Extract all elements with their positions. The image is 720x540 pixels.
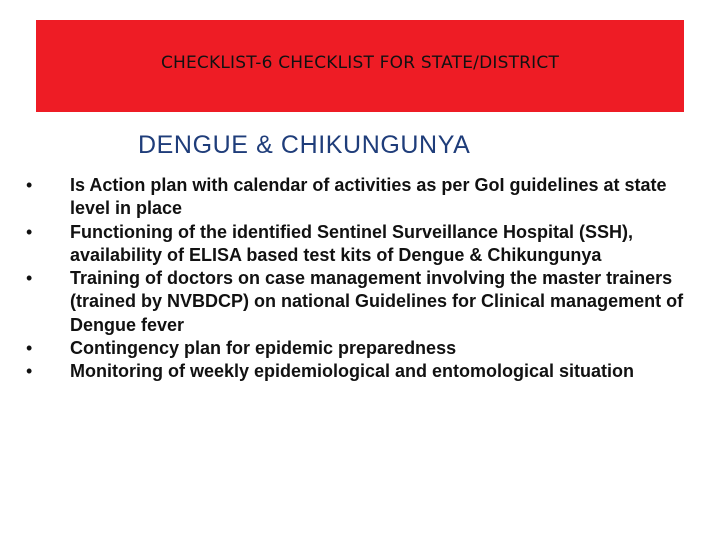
checklist-item-text: Training of doctors on case management involving the master trainers (trained by NVBDCP) on national Guidelines for Clinical management of Dengue fever — [70, 268, 684, 335]
checklist-item-text: Functioning of the identified Sentinel Surveillance Hospital (SSH), availability of ELISA based test kits of Dengue & Chikungunya — [70, 221, 634, 265]
checklist-item-text: Monitoring of weekly epidemiological and entomological situation — [70, 361, 635, 382]
checklist-item — [26, 337, 686, 360]
checklist — [26, 174, 686, 384]
bullet-icon: • — [26, 338, 33, 359]
bullet-icon: • — [26, 361, 33, 382]
bullet-icon: • — [26, 175, 33, 195]
bullet-icon: • — [26, 268, 33, 289]
title-banner — [36, 20, 684, 112]
checklist-item-text: Contingency plan for epidemic preparedness — [70, 338, 457, 359]
slide-subtitle: DENGUE & CHIKUNGUNYA — [138, 131, 471, 159]
bullet-icon: • — [26, 221, 33, 242]
checklist-item — [26, 174, 686, 221]
banner-title: CHECKLIST-6 CHECKLIST FOR STATE/DISTRICT — [160, 53, 560, 73]
checklist-item-text: Is Action plan with calendar of activities as per GoI guidelines at state level in place — [70, 175, 667, 219]
checklist-item — [26, 221, 686, 268]
checklist-item — [26, 267, 686, 337]
checklist-item — [26, 360, 686, 383]
